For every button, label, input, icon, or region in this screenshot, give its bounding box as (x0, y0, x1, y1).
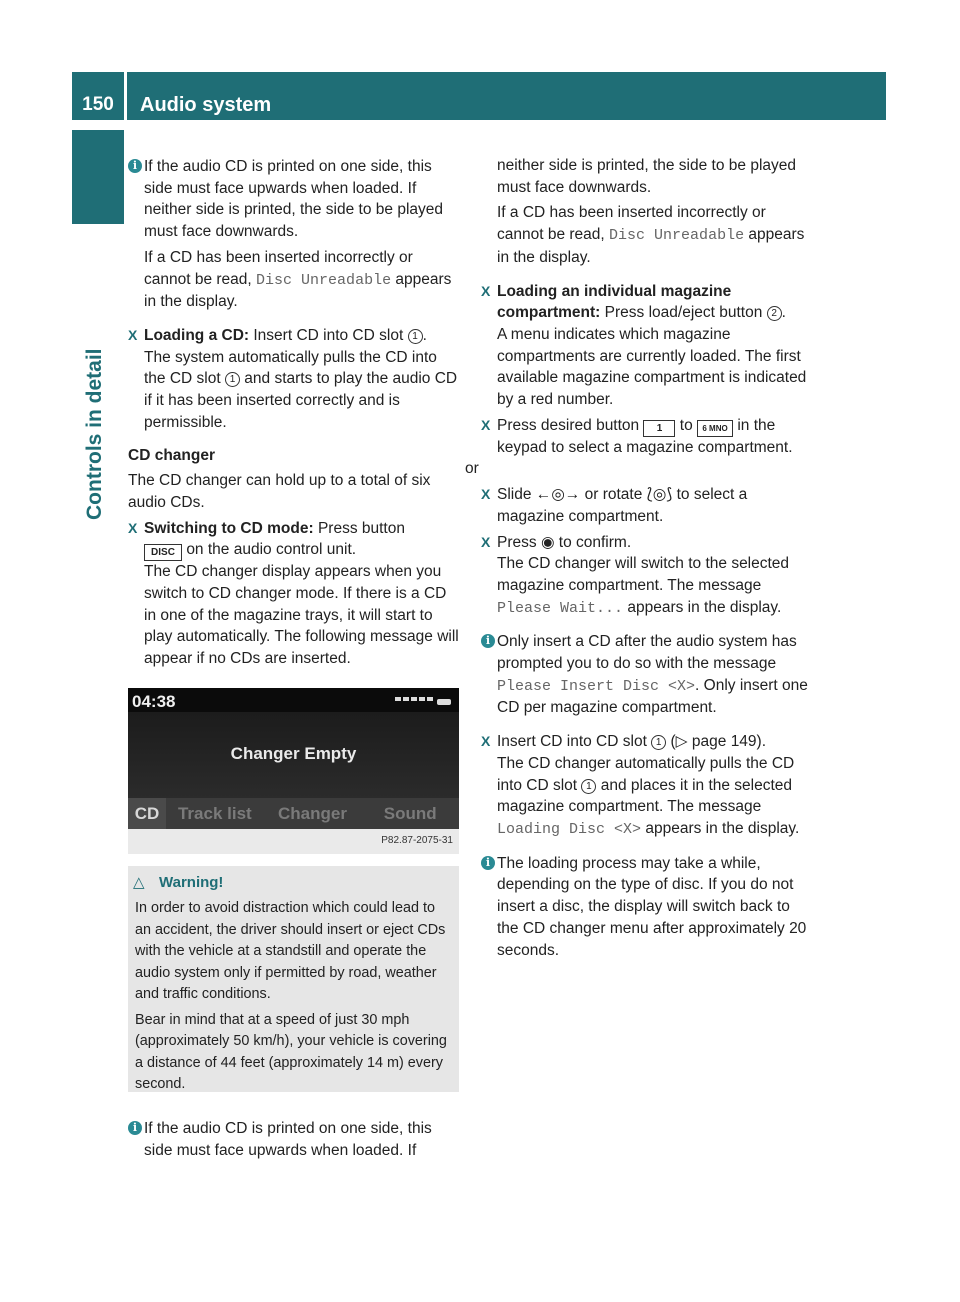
info-icon: i (481, 634, 495, 648)
step-insert-cd: X Insert CD into CD slot 1 (▷ page 149). The CD changer automatically pulls the CD into CD slot 1 and places it in the selected magazine compartment. The message Loading Disc <X> appears in the display. (481, 733, 800, 838)
step-arrow-icon: X (481, 486, 491, 503)
warning-box (128, 866, 459, 1092)
warning-title: △ Warning! (135, 872, 452, 894)
status-icon (395, 695, 453, 707)
info-icon: i (128, 159, 142, 173)
rotate-controller-icon: ⟅◎⟆ (646, 486, 673, 504)
step-switch-cd-mode: X Switching to CD mode: Press button DISC on the audio control unit. The CD changer display appears when you switch to CD changer mode. If there is a CD in one of the magazine trays, it will start to play automatically. The following message will appear if no CDs are inserted. (128, 519, 459, 668)
slide-controller-icon: ←◎→ (535, 486, 581, 504)
header-divider (124, 72, 127, 120)
press-controller-icon: ◉ (540, 533, 555, 551)
info-note: i If the audio CD is printed on one side, this side must face upwards when loaded. If (128, 1118, 460, 1161)
side-tab (72, 130, 124, 224)
callout-2-icon: 2 (767, 306, 782, 321)
figure-caption: P82.87-2075-31 (128, 829, 459, 854)
step-press-keypad: X Press desired button 1 to 6 MNO in the keypad to select a magazine compartment. (481, 416, 793, 456)
section-text: The CD changer can hold up to a total of six audio CDs. (128, 472, 431, 511)
screen-tabs (128, 798, 459, 829)
callout-1-icon: 1 (651, 735, 666, 750)
screen-tab-sound: Sound (383, 804, 437, 823)
screen-tab-track-list: Track list (177, 804, 252, 823)
key-1-icon: 1 (643, 420, 675, 437)
display-screenshot (128, 688, 459, 829)
warning-text: In order to avoid distraction which could lead to an accident, the driver should insert or eject CDs with the vehicle at a standstill and operate the audio system only if permitted by road, weather and traffic conditions. (135, 900, 446, 1002)
page-number: 150 (82, 94, 114, 115)
step-loading-cd: X Loading a CD: Insert CD into CD slot 1 . The system automatically pulls the CD into the CD slot 1 and starts to play the audio CD if it has been inserted correctly and is permissible. (128, 326, 458, 431)
or-text: or (465, 460, 479, 478)
chapter-title: Audio system (140, 94, 272, 116)
step-arrow-icon: X (481, 282, 491, 299)
display-message: Please Wait... (497, 599, 624, 617)
step-arrow-icon: X (481, 533, 491, 550)
screen-tab-changer: Changer (278, 804, 347, 823)
key-6-icon: 6 MNO (697, 420, 733, 437)
disc-button-icon: DISC (144, 544, 182, 561)
step-press-confirm: X Press ◉ to confirm. The CD changer will switch to the selected magazine compartment. The message Please Wait... appears in the display. (481, 533, 790, 617)
step-arrow-icon: X (481, 416, 491, 433)
info-icon: i (481, 856, 495, 870)
info-note: i The loading process may take a while, depending on the type of disc. If you do not insert a disc, the display will switch back to the CD changer menu after approximately 20 seconds. (481, 853, 815, 962)
display-message: Disc Unreadable (609, 227, 745, 245)
info-text-2: If a CD has been inserted incorrectly or cannot be read, Disc Unreadable appears in the display. (144, 248, 452, 311)
step-slide-rotate: X Slide ←◎→ or rotate ⟅◎⟆ to select a magazine compartment. (481, 486, 748, 525)
step-arrow-icon: X (128, 326, 138, 343)
step-load-magazine: X Loading an individual magazine compartment: Press load/eject button 2 . A menu indicates which magazine compartments are currently loaded. The first available magazine compartment is indicated by a red number. (481, 282, 807, 409)
info-text: If the audio CD is printed on one side, this side must face upwards when loaded. If neither side is printed, the side to be played must face downwards. (144, 158, 443, 241)
screen-tab-cd: CD (128, 798, 166, 829)
warning-text-2: Bear in mind that at a speed of just 30 mph (approximately 50 km/h), your vehicle is covering a distance of 44 feet (approximately 14 m) every second. (135, 1011, 447, 1092)
step-arrow-icon: X (128, 519, 138, 536)
info-icon: i (128, 1121, 142, 1135)
display-message: Please Insert Disc <X> (497, 677, 696, 695)
step-arrow-icon: X (481, 733, 491, 750)
screen-message: Changer Empty (230, 744, 357, 763)
callout-1-icon: 1 (225, 372, 240, 387)
display-message: Loading Disc <X> (497, 820, 642, 838)
screen-clock: 04:38 (132, 692, 176, 711)
page-reference: (▷ page 149). (670, 733, 767, 751)
left-column-bottom (128, 1118, 460, 1161)
continued-info: neither side is printed, the side to be played must face downwards. If a CD has been inserted incorrectly or cannot be read, Disc Unreadable appears in the display. (497, 157, 805, 266)
side-label-text: Controls in detail (83, 348, 106, 520)
info-note (128, 156, 460, 313)
callout-1-icon: 1 (408, 329, 423, 344)
callout-1-icon: 1 (581, 779, 596, 794)
info-note: i Only insert a CD after the audio system has prompted you to do so with the message Please Insert Disc <X>. Only insert one CD per magazine compartment. (481, 631, 815, 719)
display-message: Disc Unreadable (256, 271, 392, 289)
right-column (465, 155, 815, 961)
warning-icon: △ (133, 874, 145, 891)
left-column (128, 156, 460, 670)
section-title: CD changer (128, 447, 215, 465)
